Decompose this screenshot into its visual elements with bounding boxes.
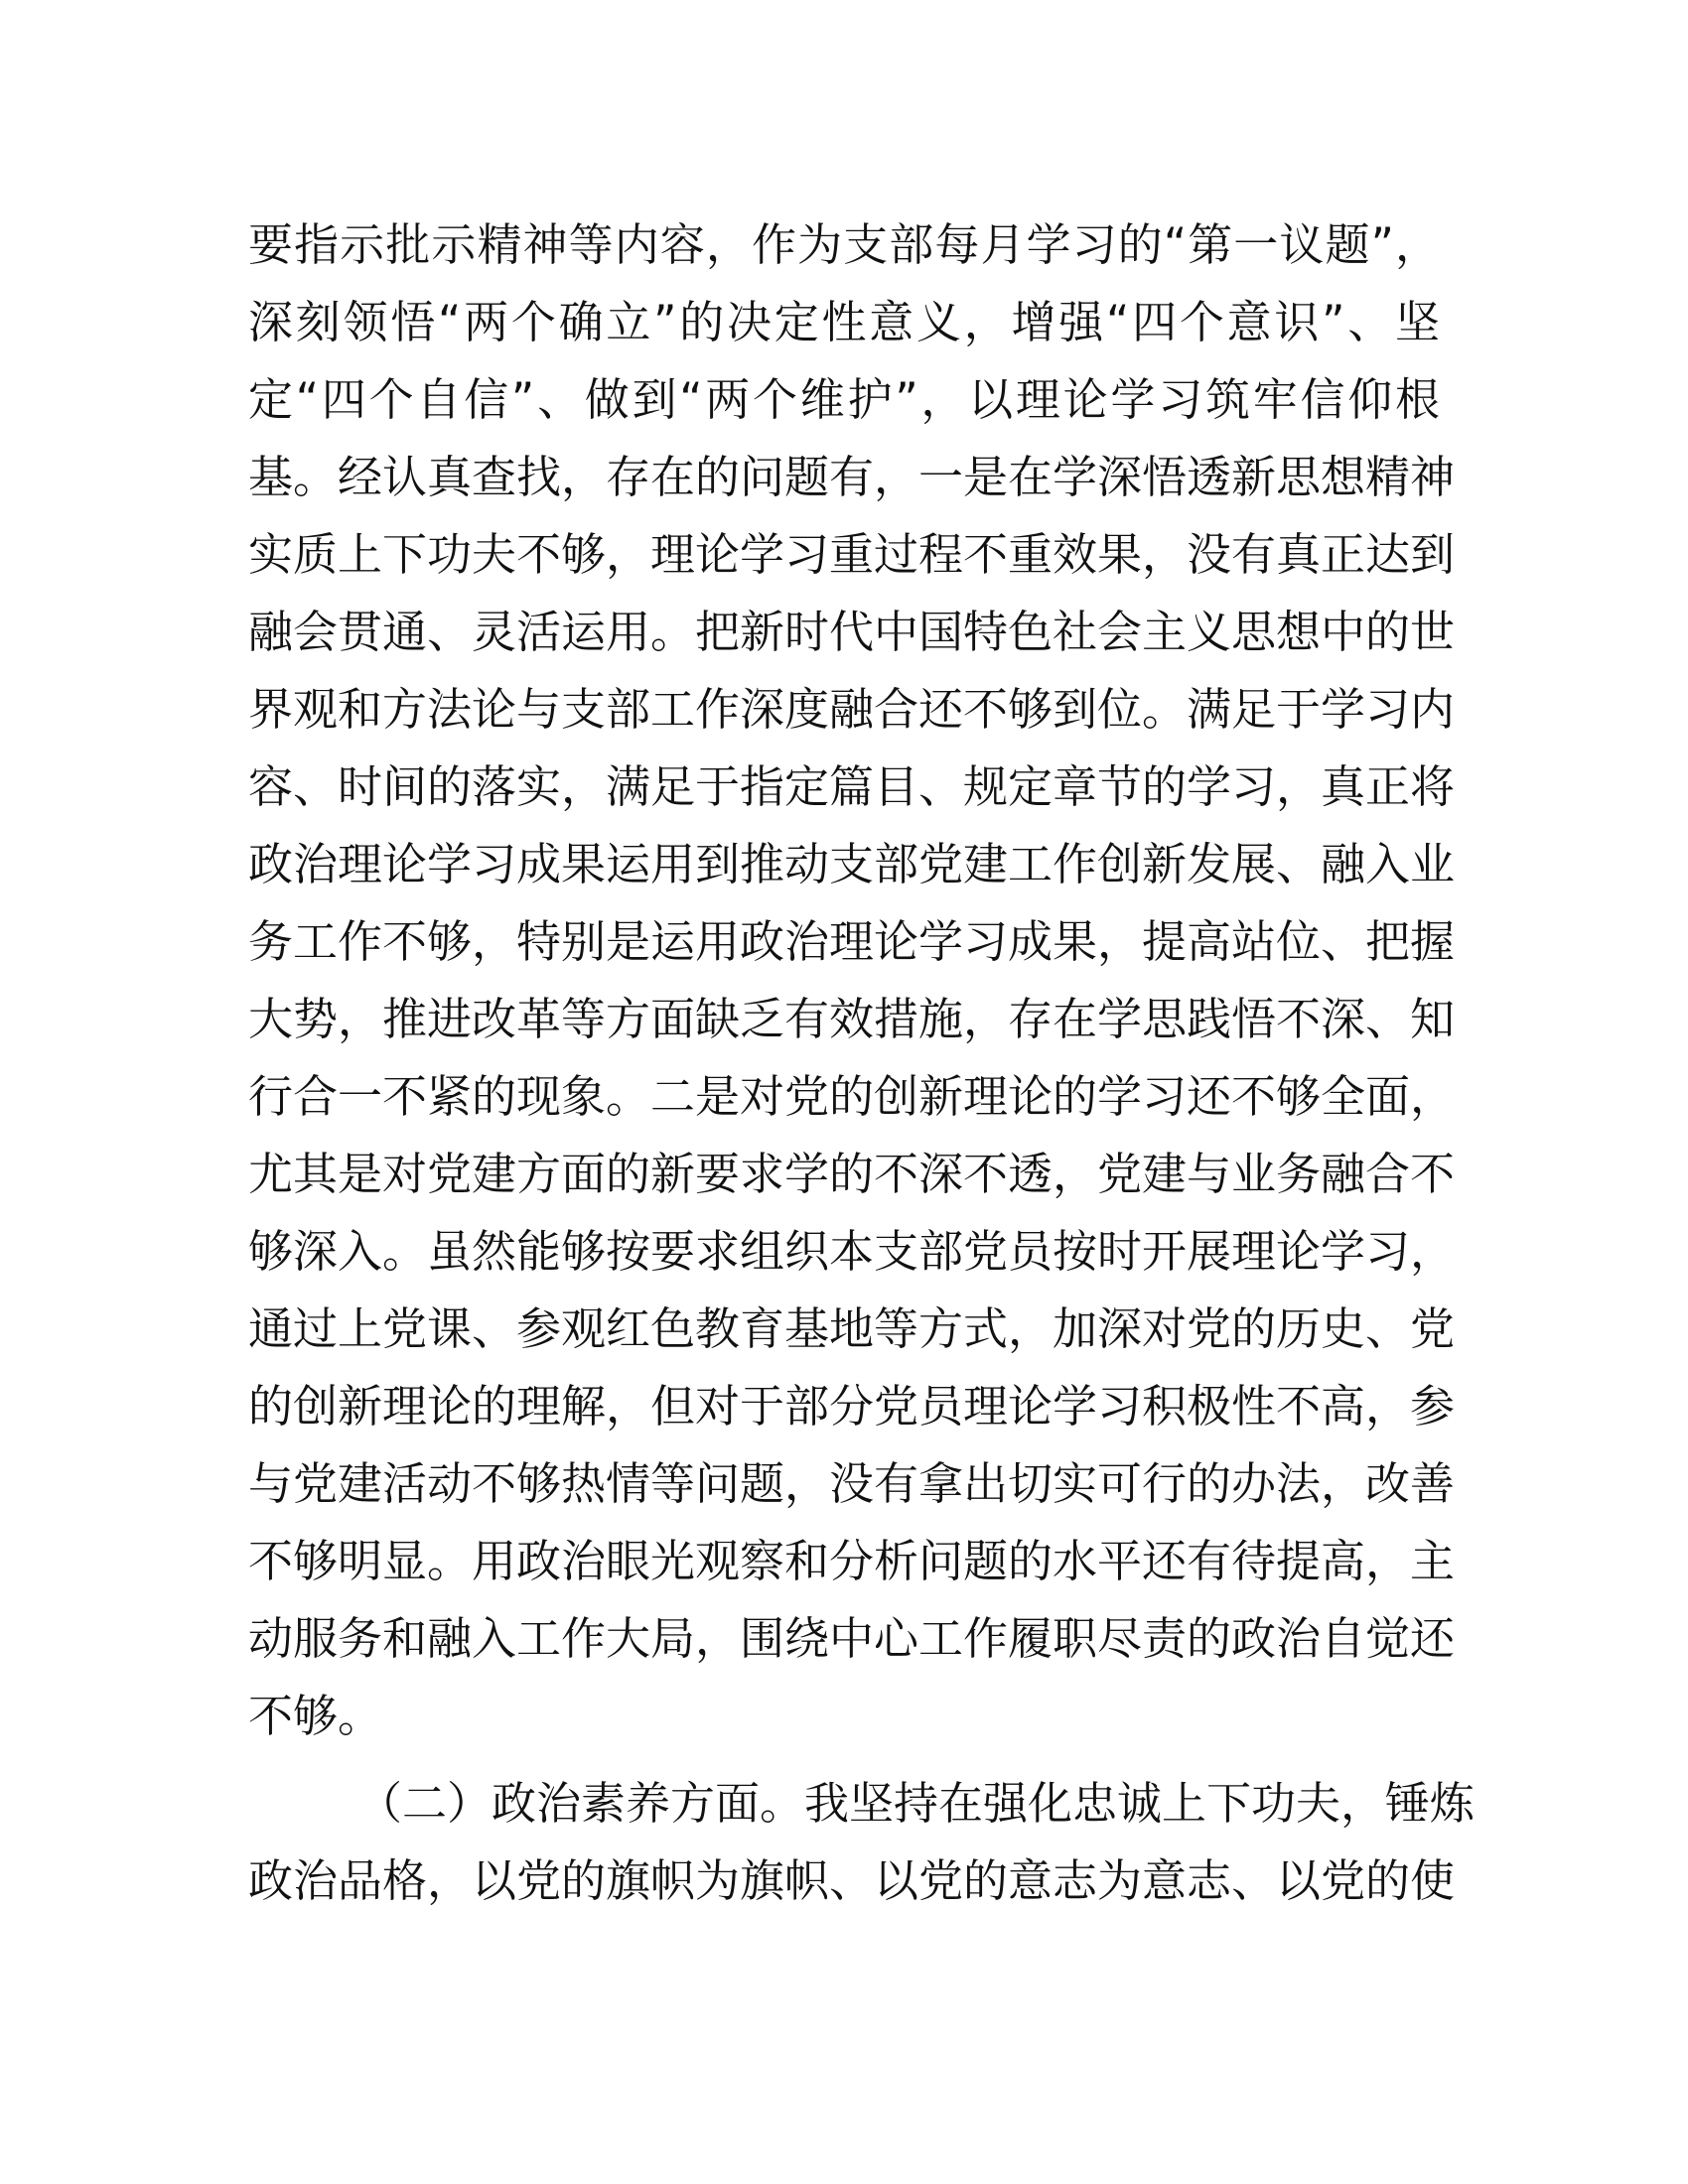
text-line: 政治品格，以党的旗帜为旗帜、以党的意志为意志、以党的使: [248, 1854, 1456, 1907]
text-line: 与党建活动不够热情等问题，没有拿出切实可行的办法，改善: [248, 1457, 1456, 1510]
text-line: 容、时间的落实，满足于指定篇目、规定章节的学习，真正将: [248, 760, 1456, 813]
paragraph-1: [248, 206, 1456, 1755]
text-line: 定“四个自信”、做到“两个维护”，以理论学习筑牢信仰根: [248, 373, 1440, 426]
text-line: 政治理论学习成果运用到推动支部党建工作创新发展、融入业: [248, 838, 1456, 890]
text-line: （二）政治素养方面。我坚持在强化忠诚上下功夫，锤炼: [357, 1777, 1476, 1830]
paragraph-spacer: [248, 1755, 1440, 1765]
text-line: 够深入。虽然能够按要求组织本支部党员按时开展理论学习，: [248, 1225, 1456, 1278]
text-line: 务工作不够，特别是运用政治理论学习成果，提高站位、把握: [248, 915, 1456, 968]
text-line: 深刻领悟“两个确立”的决定性意义，增强“四个意识”、坚: [248, 296, 1440, 348]
text-line: 不够。: [248, 1690, 383, 1742]
text-line: 大势，推进改革等方面缺乏有效措施，存在学思践悟不深、知: [248, 993, 1456, 1045]
paragraph-2: [248, 1765, 1476, 1920]
text-line: 的创新理论的理解，但对于部分党员理论学习积极性不高，参: [248, 1380, 1456, 1433]
document-body: [248, 206, 1476, 1920]
text-line: 要指示批示精神等内容，作为支部每月学习的“第一议题”，: [248, 218, 1440, 271]
text-line: 实质上下功夫不够，理论学习重过程不重效果，没有真正达到: [248, 528, 1456, 581]
text-line: 界观和方法论与支部工作深度融合还不够到位。满足于学习内: [248, 683, 1456, 736]
text-line: 不够明显。用政治眼光观察和分析问题的水平还有待提高，主: [248, 1535, 1456, 1587]
text-line: 尤其是对党建方面的新要求学的不深不透，党建与业务融合不: [248, 1148, 1456, 1200]
text-line: 通过上党课、参观红色教育基地等方式，加深对党的历史、党: [248, 1302, 1456, 1355]
text-line: 动服务和融入工作大局，围绕中心工作履职尽责的政治自觉还: [248, 1612, 1456, 1665]
text-line: 行合一不紧的现象。二是对党的创新理论的学习还不够全面，: [248, 1070, 1456, 1123]
text-line: 融会贯通、灵活运用。把新时代中国特色社会主义思想中的世: [248, 606, 1456, 658]
text-line: 基。经认真查找，存在的问题有，一是在学深悟透新思想精神: [248, 451, 1456, 503]
